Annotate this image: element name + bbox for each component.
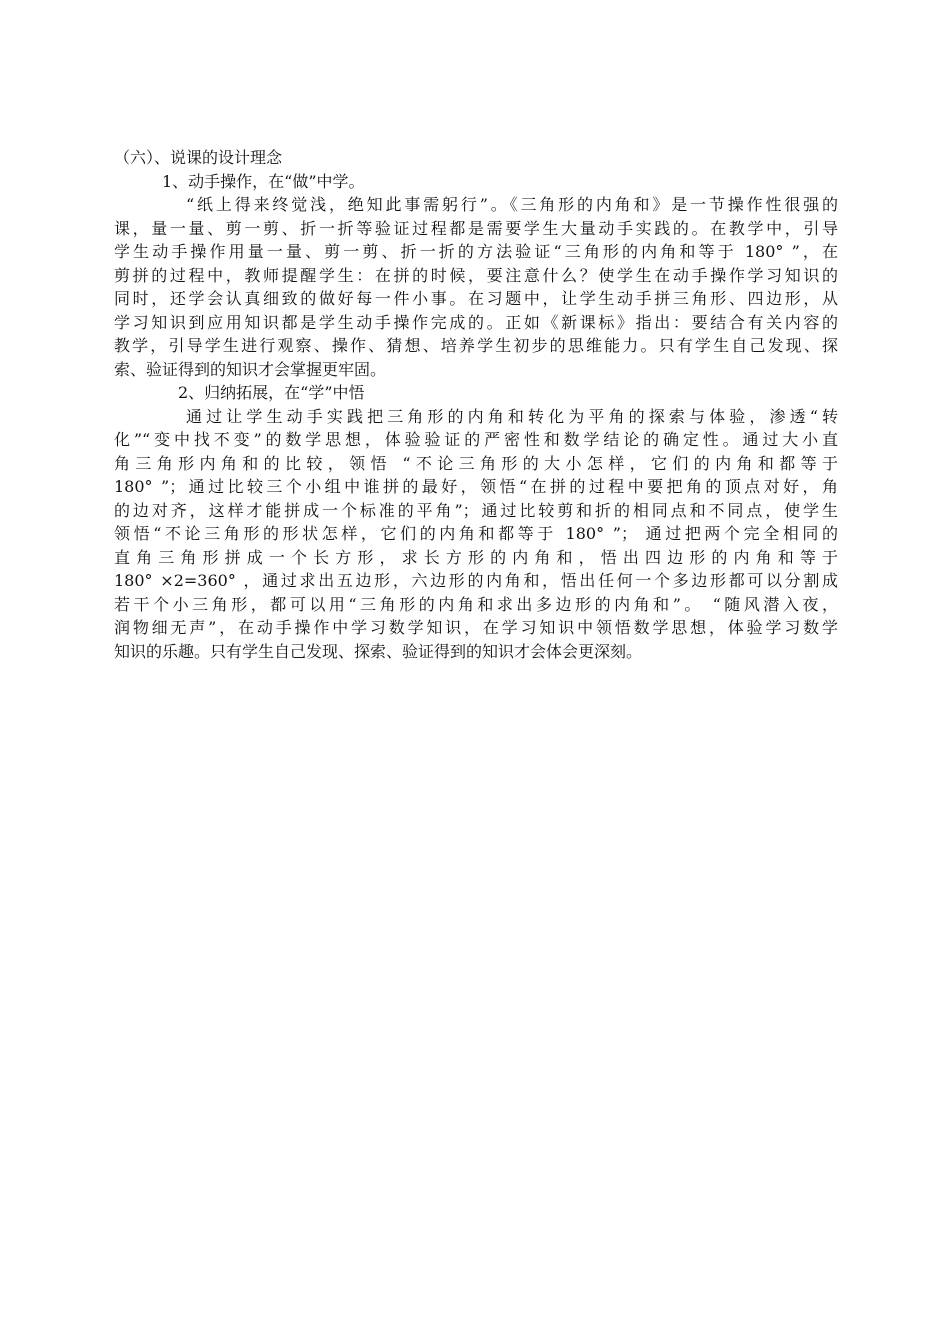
paragraph-2-line: 180° ×2=360° ，通过求出五边形，六边形的内角和，悟出任何一个多边形都可以分割成 bbox=[114, 571, 838, 590]
paragraph-2-line: 润物细无声”，在动手操作中学习数学知识，在学习知识中领悟数学思想，体验学习数学 bbox=[114, 618, 838, 637]
paragraph-2-line: 若干个小三角形，都可以用“三角形的内角和求出多边形的内角和”。 “随风潜入夜， bbox=[114, 594, 838, 614]
paragraph-1-line: 剪拼的过程中，教师提醒学生：在拼的时候，要注意什么？使学生在动手操作学习知识的 bbox=[114, 265, 838, 285]
subsection-heading-1: 1、动手操作，在“做”中学。 bbox=[162, 171, 365, 191]
paragraph-2-line: 化”“变中找不变”的数学思想，体验验证的严密性和数学结论的确定性。通过大小直 bbox=[114, 430, 838, 449]
section-heading: （六）、说课的设计理念 bbox=[114, 148, 283, 167]
paragraph-2-line: 角三角形内角和的比较，领悟 “不论三角形的大小怎样，它们的内角和都等于 bbox=[114, 453, 838, 473]
paragraph-2-line: 180° ”；通过比较三个小组中谁拼的最好，领悟“在拼的过程中要把角的顶点对好，角 bbox=[114, 477, 838, 496]
paragraph-1-line: 学习知识到应用知识都是学生动手操作完成的。正如《新课标》指出：要结合有关内容的 bbox=[114, 312, 838, 332]
paragraph-2-line: 领悟“不论三角形的形状怎样，它们的内角和都等于 180° ”； 通过把两个完全相同的 bbox=[114, 524, 838, 543]
paragraph-1-line: 教学，引导学生进行观察、操作、猜想、培养学生初步的思维能力。只有学生自己发现、探 bbox=[114, 336, 838, 355]
paragraph-1-line: 同时，还学会认真细致的做好每一件小事。在习题中，让学生动手拼三角形、四边形，从 bbox=[114, 289, 838, 308]
paragraph-2-line: 直角三角形拼成一个长方形，求长方形的内角和，悟出四边形的内角和等于 bbox=[114, 547, 838, 567]
subsection-heading-2: 2、归纳拓展，在“学”中悟 bbox=[178, 383, 365, 402]
paragraph-2-line: 知识的乐趣。只有学生自己发现、探索、验证得到的知识才会体会更深刻。 bbox=[114, 641, 643, 661]
document-body bbox=[114, 146, 838, 663]
paragraph-1-line: “纸上得来终觉浅，绝知此事需躬行”。《三角形的内角和》是一节操作性很强的 bbox=[186, 195, 838, 214]
paragraph-2-line: 通过让学生动手实践把三角形的内角和转化为平角的探索与体验，渗透“转 bbox=[186, 406, 838, 426]
paragraph-1-line: 学生动手操作用量一量、剪一剪、折一折的方法验证“三角形的内角和等于 180° ”，在 bbox=[114, 242, 838, 261]
paragraph-1-line: 课，量一量、剪一剪、折一折等验证过程都是需要学生大量动手实践的。在教学中，引导 bbox=[114, 218, 838, 238]
paragraph-2-line: 的边对齐，这样才能拼成一个标准的平角”；通过比较剪和折的相同点和不同点，使学生 bbox=[114, 500, 838, 520]
paragraph-1-line: 索、验证得到的知识才会掌握更牢固。 bbox=[114, 359, 387, 379]
